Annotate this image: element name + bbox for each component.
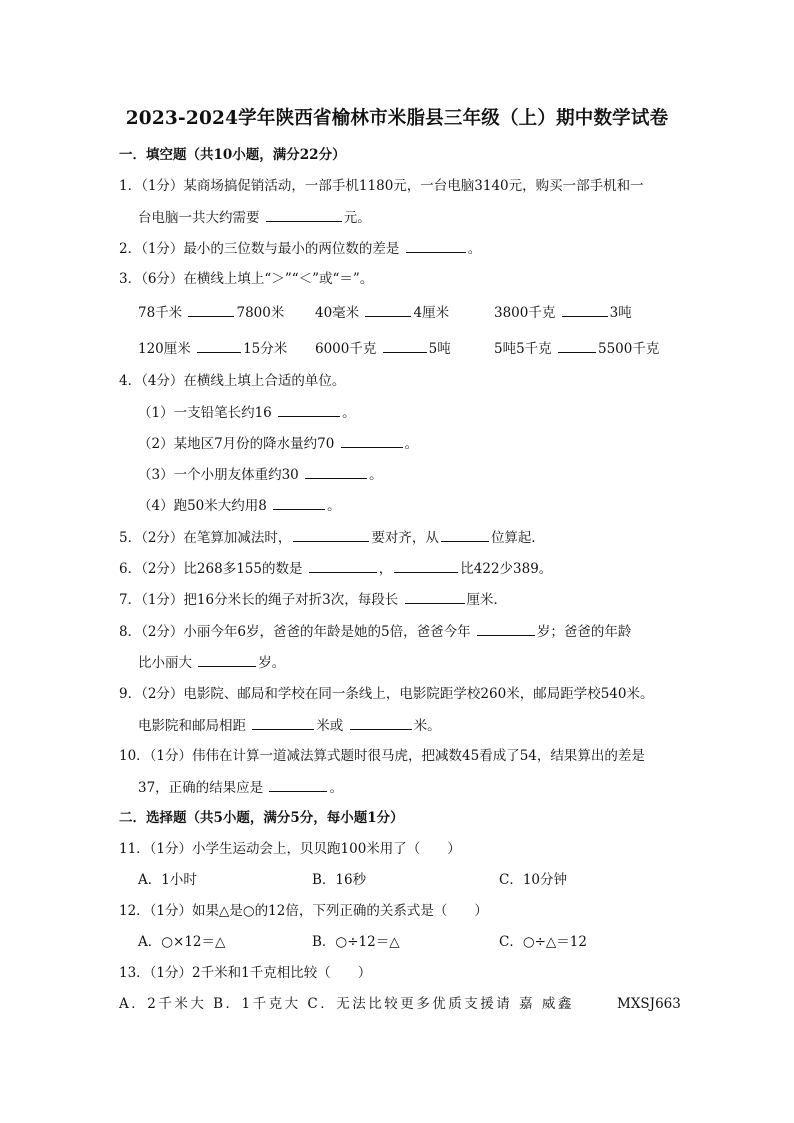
choice-option-c[interactable]: C．○÷△＝12 — [499, 934, 587, 950]
answer-blank[interactable] — [278, 403, 340, 417]
compare-item — [315, 303, 449, 322]
question-4-item-text: （4）跑50米大约用8 — [138, 498, 267, 514]
question-6-end: 比422少389。 — [460, 561, 553, 577]
question-10-text: 37，正确的结果应是 — [138, 780, 264, 796]
question-2-text: 2．（1分）最小的三位数与最小的两位数的差是 — [119, 241, 400, 257]
compare-right: 7800米 — [236, 305, 285, 321]
answer-blank[interactable] — [477, 622, 535, 636]
question-12: 12．（1分）如果△是○的12倍，下列正确的关系式是（ ） — [119, 903, 488, 919]
question-10-end: 。 — [329, 780, 343, 796]
question-7-end: 厘米． — [466, 592, 507, 608]
answer-blank[interactable] — [441, 528, 489, 542]
compare-item — [494, 339, 659, 358]
question-1-line-1: 1．（1分）某商场搞促销活动，一部手机1180元，一台电脑3140元，购买一部手机和一 — [119, 178, 644, 194]
answer-blank[interactable] — [558, 339, 596, 353]
compare-left: 6000千克 — [315, 341, 377, 357]
question-5 — [119, 528, 545, 547]
answer-blank[interactable] — [293, 528, 369, 542]
answer-blank[interactable] — [266, 208, 342, 222]
question-4: 4．（4分）在横线上填上合适的单位。 — [119, 373, 346, 389]
question-6-comma: ， — [378, 561, 393, 577]
question-9-line-1: 9．（2分）电影院、邮局和学校在同一条线上，电影院距学校260米，邮局距学校540米。 — [119, 686, 654, 702]
compare-item — [138, 303, 284, 322]
answer-blank[interactable] — [273, 496, 325, 510]
compare-right: 15分米 — [243, 341, 288, 357]
compare-right: 4厘米 — [413, 305, 450, 321]
question-4-item-text: （1）一支铅笔长约16 — [138, 405, 272, 421]
answer-blank[interactable] — [305, 465, 367, 479]
answer-blank[interactable] — [383, 339, 427, 353]
compare-item — [494, 303, 632, 322]
compare-right: 5吨 — [428, 341, 451, 357]
compare-left: 78千米 — [138, 305, 183, 321]
answer-blank[interactable] — [562, 303, 608, 317]
choice-option-a[interactable]: A．○×12＝△ — [138, 934, 226, 950]
answer-blank[interactable] — [350, 716, 412, 730]
answer-blank[interactable] — [197, 339, 241, 353]
answer-blank[interactable] — [198, 653, 256, 667]
compare-left: 3800千克 — [494, 305, 556, 321]
compare-right: 3吨 — [609, 305, 632, 321]
question-8-line-2 — [138, 653, 285, 672]
question-8-text: 8．（2分）小丽今年6岁，爸爸的年龄是她的5倍，爸爸今年 — [119, 624, 471, 640]
question-5-end: 位算起． — [490, 530, 545, 546]
question-8-line-1 — [119, 622, 631, 641]
section-heading-fill-in: 一．填空题（共10小题，满分22分） — [119, 147, 346, 163]
choice-option-c[interactable]: C．10分钟 — [499, 872, 568, 888]
question-4-item — [138, 496, 341, 515]
question-9-line-2 — [138, 716, 441, 735]
compare-item — [315, 339, 451, 358]
compare-left: 40毫米 — [315, 305, 360, 321]
question-4-item-text: （2）某地区7月份的降水量约70 — [138, 436, 335, 452]
question-13-options: A．2千米大 B．1千克大 C．无法比较更多优质支援请 嘉 威鑫 — [119, 996, 574, 1012]
question-9-text: 电影院和邮局相距 — [138, 718, 246, 734]
question-4-item-end: 。 — [327, 498, 341, 514]
question-2 — [119, 239, 481, 258]
answer-blank[interactable] — [252, 716, 314, 730]
question-10-line-2 — [138, 778, 343, 797]
question-1-line-2 — [138, 208, 371, 227]
question-8-end: 岁。 — [258, 655, 286, 671]
question-1-unit: 元。 — [343, 210, 371, 226]
choice-option-b[interactable]: B．16秒 — [312, 872, 367, 888]
question-11: 11．（1分）小学生运动会上，贝贝跑100米用了（ ） — [119, 841, 461, 857]
question-4-item — [138, 403, 356, 422]
question-4-item-end: 。 — [404, 436, 419, 452]
document-code: MXSJ663 — [617, 996, 681, 1012]
page-title: 2023-2024学年陕西省榆林市米脂县三年级（上）期中数学试卷 — [125, 108, 669, 129]
question-5-text: 5．（2分）在笔算加减法时， — [119, 530, 292, 546]
choice-option-b[interactable]: B．○÷12＝△ — [312, 934, 400, 950]
answer-blank[interactable] — [341, 434, 403, 448]
question-4-item-text: （3）一个小朋友体重约30 — [138, 467, 299, 483]
answer-blank[interactable] — [188, 303, 234, 317]
question-5-mid: 要对齐，从 — [371, 530, 439, 546]
question-13: 13．（1分）2千米和1千克相比较（ ） — [119, 965, 372, 981]
answer-blank[interactable] — [365, 303, 411, 317]
compare-left: 120厘米 — [138, 341, 191, 357]
question-7-text: 7．（1分）把16分米长的绳子对折3次，每段长 — [119, 592, 399, 608]
question-6-text: 6．（2分）比268多155的数是 — [119, 561, 303, 577]
question-7 — [119, 590, 507, 609]
answer-blank[interactable] — [269, 778, 327, 792]
question-9-mid: 米或 — [316, 718, 344, 734]
compare-left: 5吨5千克 — [494, 341, 552, 357]
answer-blank[interactable] — [406, 239, 466, 253]
question-9-end: 米。 — [413, 718, 441, 734]
question-4-item-end: 。 — [369, 467, 383, 483]
section-heading-choice: 二．选择题（共5小题，满分5分，每小题1分） — [119, 810, 404, 826]
question-4-item-end: 。 — [342, 405, 356, 421]
question-2-end: 。 — [467, 241, 482, 257]
question-6 — [119, 559, 552, 578]
question-1-text: 台电脑一共大约需要 — [138, 210, 260, 226]
answer-blank[interactable] — [309, 559, 377, 573]
choice-option-a[interactable]: A．1小时 — [138, 872, 197, 888]
question-4-item — [138, 465, 383, 484]
question-3: 3．（6分）在横线上填上“＞”“＜”或“＝”。 — [119, 271, 374, 287]
question-4-item — [138, 434, 418, 453]
answer-blank[interactable] — [394, 559, 458, 573]
question-8-text-2: 比小丽大 — [138, 655, 192, 671]
question-8-mid: 岁；爸爸的年龄 — [536, 624, 632, 640]
answer-blank[interactable] — [405, 590, 465, 604]
compare-right: 5500千克 — [597, 341, 660, 357]
compare-item — [138, 339, 287, 358]
question-10-line-1: 10．（1分）伟伟在计算一道减法算式题时很马虎，把减数45看成了54，结果算出的差是 — [119, 748, 645, 764]
